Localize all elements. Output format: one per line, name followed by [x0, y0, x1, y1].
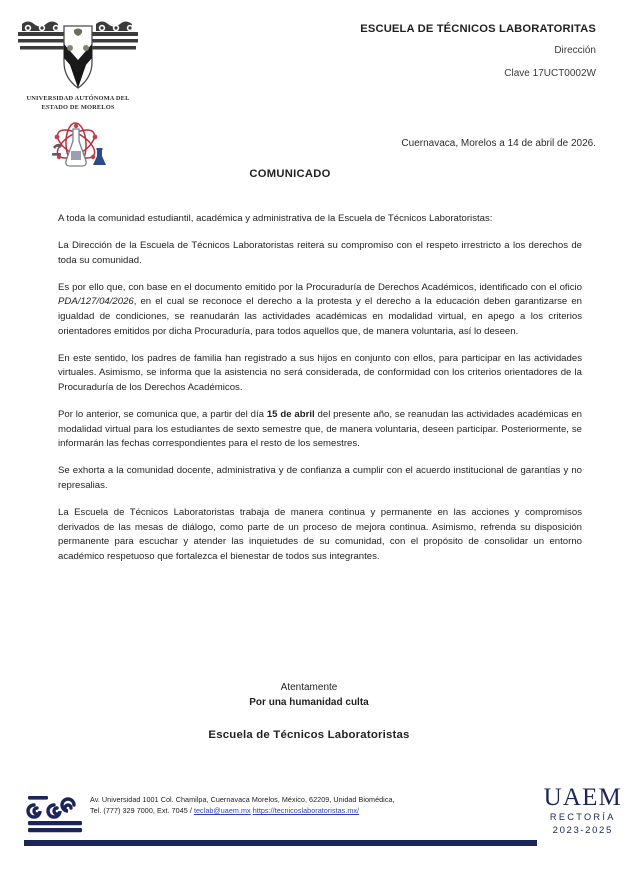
document-header	[0, 0, 640, 185]
rectoria-years: 2023-2025	[552, 825, 613, 836]
paragraph-2-part-a: Es por ello que, con base en el documento emitido por la Procuraduría de Derechos Académicos, identificado con el oficio	[58, 281, 582, 293]
paragraph-2	[58, 281, 582, 339]
paragraph-5: Se exhorta a la comunidad docente, administrativa y de confianza a cumplir con el acuerdo institucional de garantías y no represalias.	[58, 465, 582, 491]
footer-contact-line	[90, 805, 395, 816]
paragraph-2-part-b: , en el cual se reconoce el derecho a la protesta y el derecho a la educación deben garantizarse en igualdad de condiciones, se reanudarán las actividades académicas en modalidad virtual, en apego a los criterios orientadores emitidos por dicha Procuraduría, para todos aquellos que, de manera voluntaria, así lo deseen.	[58, 296, 582, 337]
oficio-reference: PDA/127/04/2026	[58, 296, 134, 308]
footer-divider-bar	[24, 840, 537, 846]
resume-date-emphasis: 15 de abril	[266, 408, 315, 420]
paragraph-4	[58, 408, 582, 452]
footer-address-line: Av. Universidad 1001 Col. Chamilpa, Cuernavaca Morelos, México, 62209, Unidad Biomédica,	[90, 795, 395, 804]
document-body	[58, 212, 582, 577]
uaem-shield-icon	[16, 18, 140, 92]
institution-logo-column	[8, 18, 148, 173]
rectoria-label: RECTORÍA	[549, 812, 616, 822]
footer-email-link[interactable]: teclab@uaem.mx	[193, 806, 251, 816]
paragraph-1: La Dirección de la Escuela de Técnicos Laboratoristas reitera su compromiso con el respeto irrestricto a los derechos de toda su comunidad.	[58, 240, 582, 266]
paragraph-6: La Escuela de Técnicos Laboratoristas trabaja de manera continua y permanente en las acciones y compromisos derivados de las mesas de diálogo, como parte de un proceso de mejora continua. Asimismo, refrenda su disposición permanente para escuchar y atender las inquietudes de su comunidad, con el propósito de consolidar un entorno académico respetuoso que fortalezca el bienestar de todos sus integrantes.	[58, 506, 582, 562]
header-right-block	[360, 22, 596, 83]
school-title: ESCUELA DE TÉCNICOS LABORATORITAS	[360, 23, 596, 35]
document-footer	[0, 780, 640, 883]
paragraph-4-part-b: del presente año, se reanudan las actividades académicas en modalidad virtual para los estudiantes de sexto semestre que, de manera voluntaria, deseen participar. Posteriormente, se informarán las fechas correspondientes para el resto de los semestres.	[58, 408, 582, 450]
signature-atentamente: Atentamente	[280, 682, 338, 693]
rectoria-logo	[544, 784, 622, 837]
footer-contact-text	[90, 794, 395, 816]
footer-phone: Tel. (777) 329 7000, Ext. 7045 /	[90, 806, 194, 816]
university-name-line1: UNIVERSIDAD AUTÓNOMA DEL	[26, 95, 130, 102]
paragraph-3: En este sentido, los padres de familia han registrado a sus hijos en conjunto con ellos, para participar en las actividades virtuales. Asimismo, se informa que la asistencia no será considerada, de conformidad con los criterios orientadores de la Procuraduría de los Derechos Académicos.	[58, 352, 582, 393]
university-name-line2: ESTADO DE MORELOS	[41, 104, 115, 111]
salutation-paragraph: A toda la comunidad estudiantil, académica y administrativa de la Escuela de Técnicos Laboratoristas:	[58, 213, 493, 224]
signature-motto: Por una humanidad culta	[249, 697, 369, 708]
footer-website-link[interactable]: https://tecnicoslaboratoristas.mx/	[252, 806, 360, 816]
university-wordmark	[8, 94, 148, 112]
paragraph-4-part-a: Por lo anterior, se comunica que, a partir del día	[58, 408, 267, 420]
document-heading: COMUNICADO	[249, 168, 331, 180]
chemistry-laboratory-emblem-icon	[45, 119, 111, 173]
uaem-scroll-glyph-icon	[24, 789, 86, 835]
date-line: Cuernavaca, Morelos a 14 de abril de 2026.	[401, 138, 596, 149]
signature-block	[0, 680, 640, 741]
office-label: Dirección	[554, 45, 596, 56]
clave-label: Clave 17UCT0002W	[504, 68, 596, 79]
signature-school-name: Escuela de Técnicos Laboratoristas	[208, 729, 410, 741]
rectoria-brand: UAEM	[543, 784, 622, 811]
